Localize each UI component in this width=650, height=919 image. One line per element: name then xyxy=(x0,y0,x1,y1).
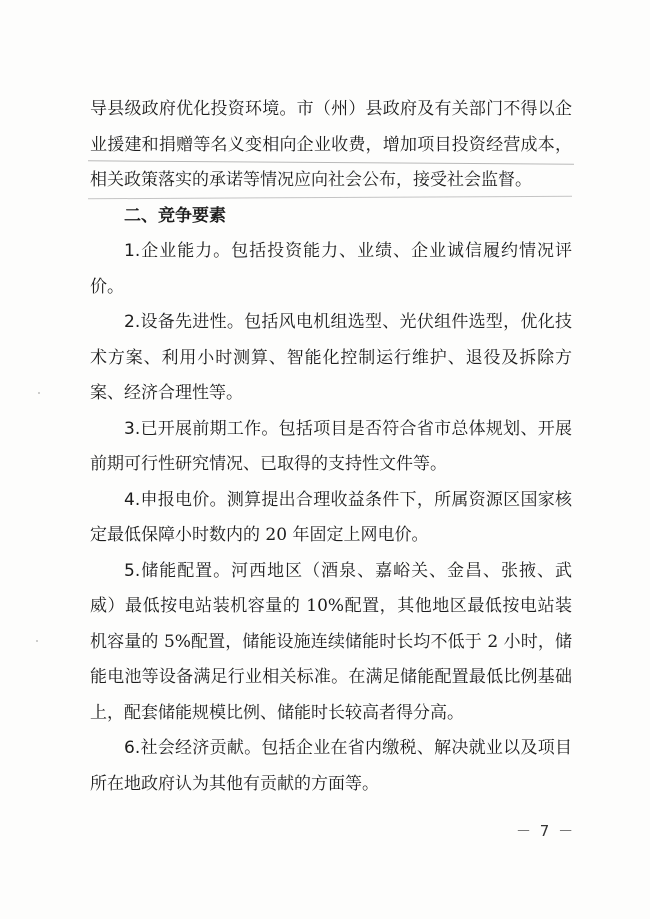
item-text: 包括投资能力、业绩、企业诚信履约情况评价。 xyxy=(90,241,572,297)
item-text: 包括企业在省内缴税、解决就业以及项目所在地政府认为其他有贡献的方面等。 xyxy=(90,738,572,794)
text-line: 本，相关政策落实的承诺等情况应向社会公布，接受社会监督。 xyxy=(90,134,573,190)
list-item xyxy=(90,554,572,732)
item-label: 3.已开展前期工作。 xyxy=(124,418,279,439)
page-number: － 7 － xyxy=(516,822,576,840)
item-label: 5.储能配置。 xyxy=(124,560,232,581)
document-body xyxy=(90,92,572,802)
item-label: 2.设备先进性。 xyxy=(124,312,245,332)
item-text: 包括项目是否符合省市总体规划、开展前期可行性研究情况、已取得的支持性文件等。 xyxy=(90,418,572,474)
list-item xyxy=(90,483,572,554)
item-label: 4.申报电价。 xyxy=(124,489,227,510)
item-text: 河西地区（酒泉、嘉峪关、金昌、张掖、武威）最低按电站装机容量的 10%配置，其他地区最低按电站装机容量的 5%配置，储能设施连续储能时长均不低于 2 小时，储能电池等设备满足行业相关标准。在满足储能配置最低比例基础上，配套储能规模比例、储能时长较高者得分高。 xyxy=(90,560,572,723)
text-line: 企业援建和捐赠等名义变相向企业收费，增加项目投资经营成 xyxy=(90,99,572,155)
list-item xyxy=(90,305,572,412)
item-text: 包括风电机组选型、光伏组件选型，优化技术方案、利用小时测算、智能化控制运行维护、退役及拆除方案、经济合理性等。 xyxy=(90,312,572,403)
text-line: 导县级政府优化投资环境。市（州）县政府及有关部门不得以 xyxy=(90,99,555,119)
item-label: 1.企业能力。 xyxy=(124,241,232,261)
section-heading: 二、竞争要素 xyxy=(124,205,226,226)
item-text: 测算提出合理收益条件下，所属资源区国家核定最低保障小时数内的 20 年固定上网电价。 xyxy=(90,489,572,545)
list-item xyxy=(90,412,572,483)
scan-speck xyxy=(36,640,38,642)
list-item xyxy=(90,731,572,802)
list-item xyxy=(90,234,572,305)
item-label: 6.社会经济贡献。 xyxy=(124,738,262,758)
scan-speck xyxy=(38,392,40,394)
continued-paragraph xyxy=(90,92,572,199)
